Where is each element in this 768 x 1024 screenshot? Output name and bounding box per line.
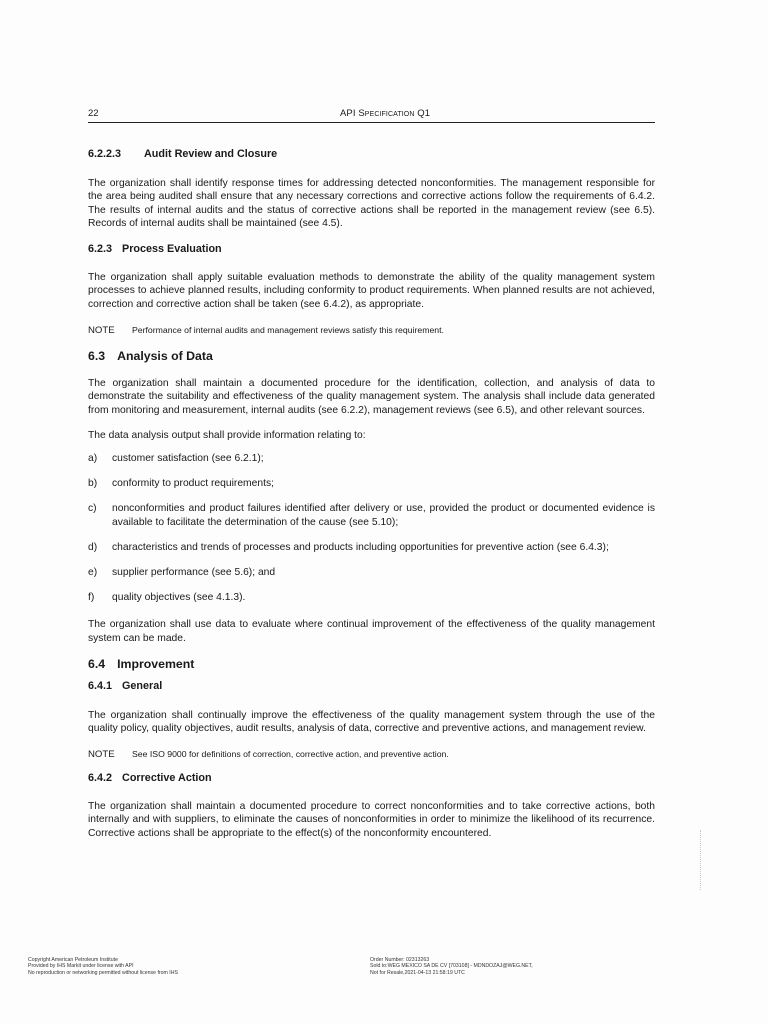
list-marker: b) [88,478,98,490]
footer-line: Not for Resale,2021-04-13 21:58:19 UTC [370,969,465,976]
list-text: quality objectives (see 4.1.3). [112,592,246,604]
footer-line: Sold to:WEG MEXICO SA DE CV [703108] - MDNDOZAJ@WEG.NET, [370,963,533,970]
document-title: API Specification Q1 [340,108,431,119]
list-item-e [88,566,655,579]
note-label: NOTE [88,748,115,760]
list-item-d [88,541,655,554]
note-label: NOTE [88,324,115,336]
paragraph-process-evaluation: The organization shall apply suitable evaluation methods to demonstrate the ability of the quality management system processes to achieve planned results, including conformity to product requirements. When planned results are not achieved, correction and corrective action shall be taken (see 6.4.2), as appropriate. [88,272,655,310]
section-title: Process Evaluation [122,243,222,256]
paragraph-corrective-action: The organization shall maintain a documented procedure to correct nonconformities and to take corrective actions, both internally and with suppliers, to eliminate the causes of nonconformities in order to minimize the likelihood of its recurrence. Corrective actions shall be appropriate to the effect(s) of the nonconformity encountered. [88,801,655,839]
footer-line: Order Number: 02313263 [370,957,430,963]
section-title: Audit Review and Closure [144,148,278,160]
heading-6-4-2 [88,772,655,785]
footer-line: No reproduction or networking permitted without license from IHS [28,969,178,976]
list-text: characteristics and trends of processes and products including opportunities for preventive action (see 6.4.3); [112,541,609,553]
section-number: 6.2.3 [88,243,113,256]
page-number: 22 [88,108,99,119]
heading-6-4 [88,658,655,671]
section-title: Corrective Action [122,771,212,784]
section-number: 6.3 [88,349,106,364]
list-marker: c) [88,503,97,515]
note-process-evaluation [88,324,655,337]
scan-artifact [700,830,702,890]
list-marker: d) [88,541,98,553]
footer-line: Provided by IHS Markit under license with API [28,963,134,970]
list-item-f [88,591,655,604]
paragraph-audit-review: The organization shall identify response times for addressing detected nonconformities. The management responsible for the area being audited shall ensure that any necessary corrections and corrective actions follow the requirements of 6.4.2. The results of internal audits and the status of corrective actions shall be reported in the management review (see 6.5). Records of internal audits shall be maintained (see 4.5). [88,178,655,229]
list-marker: e) [88,567,98,579]
note-text: See ISO 9000 for definitions of correction, corrective action, and preventive action. [132,748,449,759]
paragraph-analysis-output: The data analysis output shall provide information relating to: [88,429,366,441]
list-item-c [88,502,655,528]
list-item-b [88,477,655,490]
paragraph-continual-improvement: The organization shall use data to evaluate where continual improvement of the effectiveness of the quality management system can be made. [88,619,655,644]
section-title: General [122,680,163,693]
section-number: 6.4.2 [88,771,113,784]
list-marker: a) [88,453,98,465]
note-general [88,748,655,761]
list-text: customer satisfaction (see 6.2.1); [112,453,264,465]
page-content [88,148,655,840]
footer-line: Copyright American Petroleum Institute [28,957,118,963]
paragraph-analysis-of-data: The organization shall maintain a documented procedure for the identification, collection, and analysis of data to demonstrate the suitability and effectiveness of the quality management system. The analysis shall include data generated from monitoring and measurement, internal audits (see 6.2.2), management reviews (see 6.5), and other relevant sources. [88,378,655,416]
footer-copyright [28,957,178,976]
page-header [88,108,655,123]
section-title: Analysis of Data [117,349,213,364]
heading-6-2-3 [88,243,655,256]
section-number: 6.4 [88,656,106,671]
section-number: 6.4.1 [88,680,113,693]
list-text: conformity to product requirements; [112,478,274,490]
heading-6-2-2-3 [88,148,655,161]
list-text: supplier performance (see 5.6); and [112,567,276,579]
list-text: nonconformities and product failures identified after delivery or use, provided the product or documented evidence is available to facilitate the determination of the cause (see 5.10); [112,503,655,528]
heading-6-3 [88,350,655,363]
paragraph-general: The organization shall continually improve the effectiveness of the quality management system through the use of the quality policy, quality objectives, audit results, analysis of data, corrective and preventive actions, and management review. [88,710,655,735]
footer-order-info [370,957,533,976]
section-number: 6.2.2.3 [88,148,122,160]
list-item-a [88,452,655,465]
section-title: Improvement [117,656,195,671]
heading-6-4-1 [88,680,655,693]
list-marker: f) [88,592,95,604]
note-text: Performance of internal audits and management reviews satisfy this requirement. [132,324,444,335]
